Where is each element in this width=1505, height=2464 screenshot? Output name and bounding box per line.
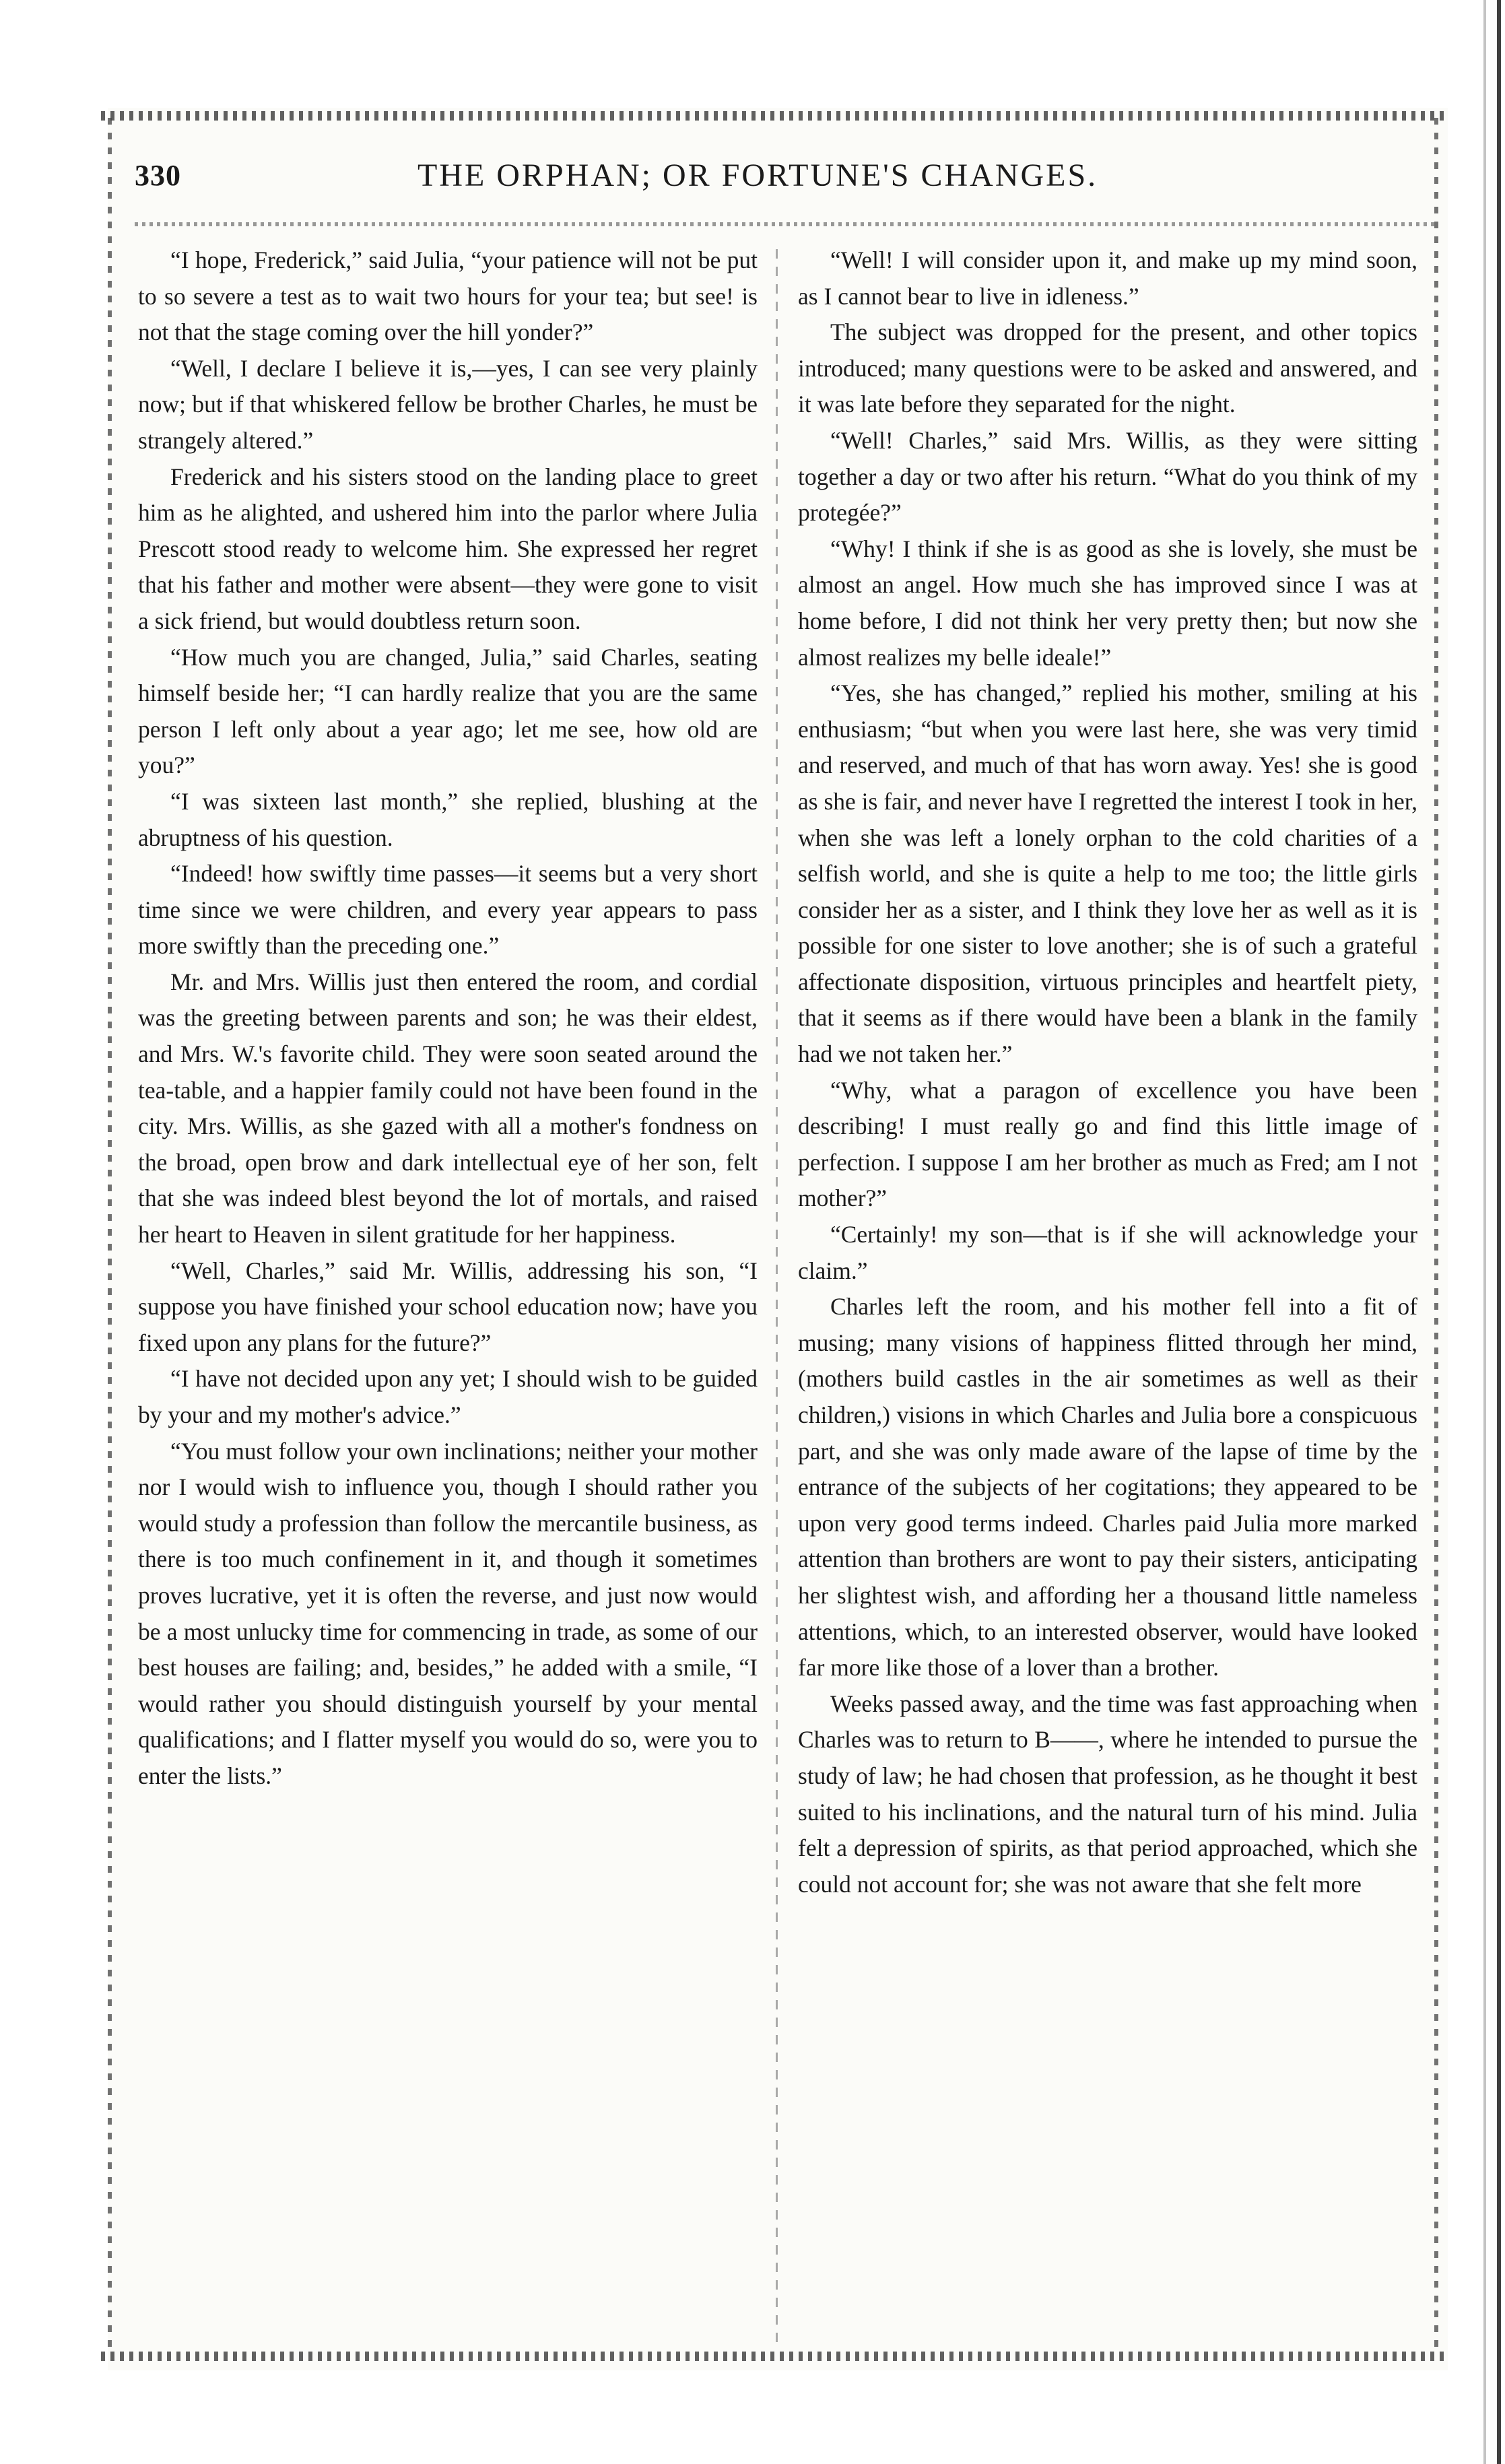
bottom-ornamental-border	[101, 2352, 1448, 2361]
paragraph: “You must follow your own inclinations; neither your mother nor I would wish to influence you, though I should rather you would study a profession than follow the mercantile business, as there is too much confinement in it, and though it sometimes proves lucrative, yet it is often the reverse, and just now would be a most unlucky time for commencing in trade, as some of our best houses are failing; and, besides,” he added with a smile, “I would rather you should distinguish yourself by your mental qualifications; and I flatter myself you would do so, were you to enter the lists.”	[138, 1437, 758, 1789]
left-text-column	[138, 242, 758, 2337]
paragraph: “Certainly! my son—that is if she will acknowledge your claim.”	[798, 1221, 1417, 1284]
paragraph: Weeks passed away, and the time was fast approaching when Charles was to return to B——, where he intended to pursue the study of law; he had chosen that profession, as he thought it best suited to his inclinations, and the natural turn of his mind. Julia felt a depression of spirits, as that period approached, which she could not account for; she was not aware that she felt more	[798, 1690, 1417, 1898]
paragraph: “Why, what a paragon of excellence you have been describing! I must really go and find this little image of perfection. I suppose I am her brother as much as Fred; am I not mother?”	[798, 1076, 1417, 1212]
left-ornamental-border	[108, 118, 112, 2354]
paragraph: “How much you are changed, Julia,” said Charles, seating himself beside her; “I can hardly realize that you are the same person I left only about a year ago; let me see, how old are you?”	[138, 643, 758, 779]
paragraph: “Indeed! how swiftly time passes—it seems but a very short time since we were children, and every year appears to pass more swiftly than the preceding one.”	[138, 860, 758, 960]
paragraph: “Why! I think if she is as good as she is lovely, she must be almost an angel. How much she has improved since I was at home before, I did not think her very pretty then; but now she almost realizes my belle ideale!”	[798, 535, 1417, 671]
paragraph: “I was sixteen last month,” she replied, blushing at the abruptness of his question.	[138, 787, 758, 851]
paragraph: “I hope, Frederick,” said Julia, “your patience will not be put to so severe a test as to wait two hours for your tea; but see! is not that the stage coming over the hill yonder?”	[138, 246, 758, 346]
right-text-column	[798, 242, 1417, 2337]
paragraph: “Well! Charles,” said Mrs. Willis, as they were sitting together a day or two after his return. “What do you think of my protegée?”	[798, 426, 1417, 527]
running-title: THE ORPHAN; OR FORTUNE'S CHANGES.	[417, 158, 1098, 193]
paragraph: Charles left the room, and his mother fell into a fit of musing; many visions of happiness flitted through her mind, (mothers build castles in the air sometimes as well as their children,) visions in which Charles and Julia bore a conspicuous part, and she was only made aware of the lapse of time by the entrance of the subjects of her cogitations; they appeared to be upon very good terms indeed. Charles paid Julia more marked attention than brothers are wont to pay their sisters, anticipating her slightest wish, and affording her a thousand little nameless attentions, which, to an interested observer, would have looked far more like those of a lover than a brother.	[798, 1293, 1417, 1681]
scan-edge-shadow	[1497, 0, 1501, 2464]
page-header	[135, 152, 1434, 212]
paragraph: Mr. and Mrs. Willis just then entered the room, and cordial was the greeting between parents and son; he was their eldest, and Mrs. W.'s favorite child. They were soon seated around the tea-table, and a happier family could not have been found in the city. Mrs. Willis, as she gazed with all a mother's fondness on the broad, open brow and dark intellectual eye of her son, felt that she was indeed blest beyond the lot of mortals, and raised her heart to Heaven in silent gratitude for her happiness.	[138, 968, 758, 1248]
paragraph: “Yes, she has changed,” replied his mother, smiling at his enthusiasm; “but when you were last here, she was very timid and reserved, and much of that has worn away. Yes! she is good as she is fair, and never have I regretted the interest I took in her, when she was left a lonely orphan to the cold charities of a selfish world, and she is quite a help to me too; the little girls consider her as a sister, and I think they love her as well as it is possible for one sister to love another; she is of such a grateful affectionate disposition, virtuous principles and heartfelt piety, that it seems as if there would have been a blank in the family had we not taken her.”	[798, 679, 1417, 1068]
scan-edge-line	[1483, 0, 1486, 2464]
column-divider	[776, 249, 778, 2343]
paragraph: “Well, Charles,” said Mr. Willis, addressing his son, “I suppose you have finished your school education now; have you fixed upon any plans for the future?”	[138, 1257, 758, 1356]
header-rule	[135, 222, 1434, 226]
top-ornamental-border	[101, 111, 1448, 121]
paragraph: “Well, I declare I believe it is,—yes, I can see very plainly now; but if that whiskered fellow be brother Charles, he must be strangely altered.”	[138, 354, 758, 454]
paragraph: “Well! I will consider upon it, and make up my mind soon, as I cannot bear to live in idleness.”	[798, 246, 1417, 310]
paragraph: The subject was dropped for the present, and other topics introduced; many questions were to be asked and answered, and it was late before they separated for the night.	[798, 319, 1417, 418]
paragraph: “I have not decided upon any yet; I should wish to be guided by your and my mother's advice.”	[138, 1365, 758, 1428]
right-ornamental-border	[1434, 118, 1438, 2354]
page-number: 330	[135, 159, 181, 192]
paragraph: Frederick and his sisters stood on the landing place to greet him as he alighted, and ushered him into the parlor where Julia Prescott stood ready to welcome him. She expressed her regret that his father and mother were absent—they were gone to visit a sick friend, but would doubtless return soon.	[138, 463, 758, 634]
